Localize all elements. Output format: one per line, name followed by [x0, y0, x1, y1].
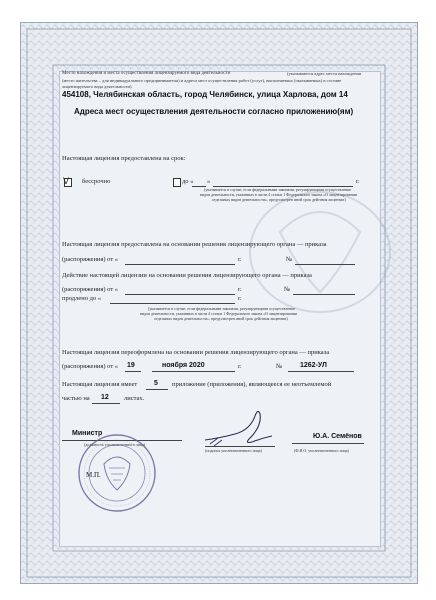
until-year: г. [356, 178, 360, 185]
place-note-line2: (место жительства – для индивидуального предпринимателя) и адреса мест осуществления работ (услуг), выполняемых (оказываемых) в составе [62, 78, 342, 83]
reissued-month: ноября 2020 [162, 362, 205, 369]
extended-note-line1: (указывается в случае, если федеральными законами, регулирующими осуществление [148, 306, 296, 311]
basis-line1: Настоящая лицензия предоставлена на основании решения лицензирующего органа — приказа [62, 241, 327, 248]
name-line [292, 443, 364, 444]
place-label: Место нахождения и места осуществления лицензируемого вида деятельности [62, 71, 231, 76]
extended-until-year: г. [238, 295, 242, 302]
address-text: 454108, Челябинская область, город Челябинск, улица Харлова, дом 14 [62, 90, 348, 99]
annex-count: 5 [154, 380, 158, 387]
annex-line2-suffix: листах. [124, 395, 145, 402]
unlimited-label: бессрочно [82, 178, 111, 185]
signer-name: Ю.А. Семёнов [313, 433, 362, 440]
appendix-text: Адреса мест осуществления деятельности согласно приложению(ям) [74, 107, 354, 116]
extended-until-line [110, 303, 235, 304]
reissued-number: 1262-УЛ [300, 362, 327, 369]
term-note-line1: (указывается в случае, если федеральными законами, регулирующими осуществление [204, 187, 352, 192]
reissued-num-label: № [276, 363, 283, 370]
annex-sheets: 12 [101, 394, 109, 401]
extended-year: г. [238, 286, 242, 293]
basis-date-line [125, 264, 235, 265]
until-mid: » [207, 178, 211, 185]
reissued-line2-prefix: (распоряжения) от « [62, 363, 119, 370]
annex-sheets-line [92, 403, 120, 404]
term-note-line2: видов деятельности, указанных в части 4 статьи 1 Федерального закона «О лицензировании [200, 192, 357, 197]
extended-number-line [293, 294, 355, 295]
extended-date-line [125, 294, 235, 295]
annex-line2-prefix: частью на [62, 395, 90, 402]
extended-note-line2: видов деятельности, указанных в части 4 статьи 1 Федерального закона «О лицензировании [140, 311, 297, 316]
extended-line2-prefix: (распоряжения) от « [62, 286, 119, 293]
reissued-year-suffix: г. [238, 363, 242, 370]
extended-until-prefix: продлено до « [62, 295, 102, 302]
annex-suffix: приложение (приложения), являющееся ее неотъемлемой [172, 381, 332, 388]
extended-line1: Действие настоящей лицензии на основании решения лицензирующего органа — приказа [62, 272, 312, 279]
until-prefix: до « [182, 178, 194, 185]
checkbox-mark: V [63, 176, 70, 186]
until-checkbox [173, 178, 181, 187]
place-note-right: (указываются адрес места нахождения [287, 71, 362, 76]
annex-count-line [146, 389, 168, 390]
annex-prefix: Настоящая лицензия имеет [62, 381, 138, 388]
name-note: (Ф.И.О. уполномоченного лица) [294, 448, 349, 453]
reissued-month-line [152, 371, 235, 372]
stamp-label: М.П. [86, 471, 101, 479]
place-note-line3: лицензируемого вида деятельности) [62, 84, 132, 89]
basis-num-label: № [286, 256, 293, 263]
signature-line [205, 446, 275, 447]
sign-note: (подпись уполномоченного лица) [205, 448, 262, 453]
reissued-day: 19 [127, 362, 135, 369]
position-note: (должность уполномоченного лица) [84, 442, 146, 447]
basis-number-line [295, 264, 355, 265]
extended-num-label: № [284, 286, 291, 293]
reissued-line1: Настоящая лицензия переоформлена на основании решения лицензирующего органа — приказа [62, 349, 330, 356]
basis-line2-prefix: (распоряжения) от « [62, 256, 119, 263]
reissued-day-line [125, 371, 141, 372]
reissued-number-line [288, 371, 354, 372]
handwritten-signature [200, 408, 280, 448]
signer-position: Министр [72, 430, 103, 437]
extended-note-line3: отдельных видов деятельности», предусмотрен иной срок действия лицензии) [154, 316, 288, 321]
term-note-line3: отдельных видов деятельности», предусмотрен иной срок действия лицензии) [212, 197, 346, 202]
basis-year: г. [238, 256, 242, 263]
term-label: Настоящая лицензия предоставлена на срок: [62, 155, 186, 162]
